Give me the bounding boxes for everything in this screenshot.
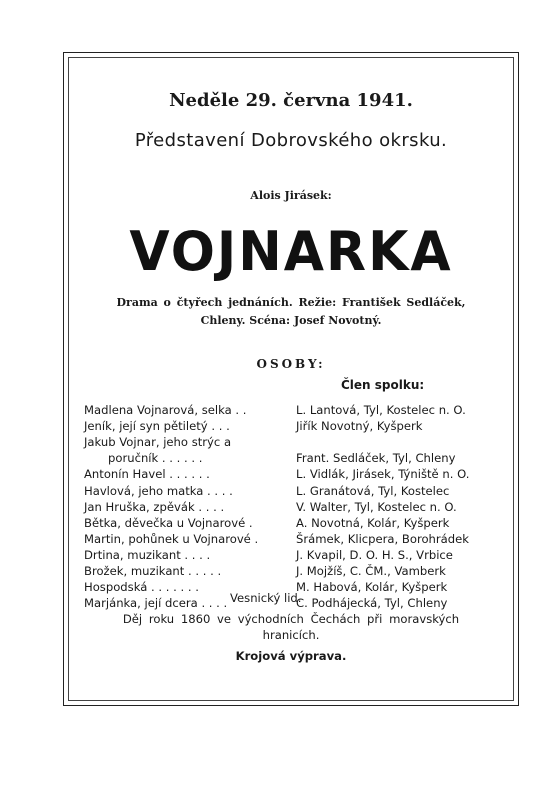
cast-actor: J. Mojžíš, C. ČM., Vamberk bbox=[296, 564, 446, 578]
cast-row bbox=[84, 531, 524, 547]
cast-row bbox=[84, 515, 524, 531]
member-heading: Člen spolku: bbox=[341, 378, 425, 392]
cast-row bbox=[84, 466, 524, 482]
cast-row bbox=[84, 595, 524, 611]
cast-role: poručník . . . . . . bbox=[108, 451, 203, 466]
cast-role: Drtina, muzikant . . . . bbox=[84, 547, 211, 562]
cast-actor: Frant. Sedláček, Tyl, Chleny bbox=[296, 451, 456, 466]
cast-actor: V. Walter, Tyl, Kostelec n. O. bbox=[296, 499, 457, 514]
costume-note: Krojová výprava. bbox=[235, 649, 347, 663]
cast-role: Marjánka, její dcera . . . . bbox=[84, 596, 228, 611]
cast-row bbox=[84, 579, 524, 595]
setting-line2: hranicích. bbox=[262, 628, 320, 642]
cast-actor: L. Lantová, Tyl, Kostelec n. O. bbox=[296, 403, 466, 417]
cast-actor: Šrámek, Klicpera, Borohrádek bbox=[296, 531, 469, 546]
cast-role: Jeník, její syn pětiletý . . . bbox=[84, 419, 230, 434]
cast-heading: OSOBY: bbox=[256, 357, 326, 371]
cast-row bbox=[84, 418, 524, 434]
ensemble-note: Vesnický lid. bbox=[230, 591, 302, 605]
performance-date: Neděle 29. června 1941. bbox=[169, 90, 413, 111]
performance-subtitle: Představení Dobrovského okrsku. bbox=[134, 130, 448, 151]
play-description-line1: Drama o čtyřech jednáních. Režie: František Sedláček, bbox=[116, 296, 466, 309]
cast-role: Jan Hruška, zpěvák . . . . bbox=[84, 499, 225, 514]
cast-role: Bětka, děvečka u Vojnarové . bbox=[84, 515, 253, 530]
cast-row bbox=[84, 563, 524, 579]
cast-actor: Jiřík Novotný, Kyšperk bbox=[296, 419, 423, 434]
cast-actor: L. Vidlák, Jirásek, Týniště n. O. bbox=[296, 467, 470, 482]
setting-line1: Děj roku 1860 ve východních Čechách při moravských bbox=[122, 612, 460, 626]
cast-role: Madlena Vojnarová, selka . . bbox=[84, 403, 247, 417]
play-description-line2: Chleny. Scéna: Josef Novotný. bbox=[200, 314, 382, 327]
cast-row bbox=[84, 499, 524, 515]
cast-actor: A. Novotná, Kolár, Kyšperk bbox=[296, 515, 450, 530]
cast-actor: M. Habová, Kolár, Kyšperk bbox=[296, 580, 448, 595]
cast-row bbox=[84, 402, 524, 418]
cast-actor: C. Podhájecká, Tyl, Chleny bbox=[296, 596, 448, 611]
cast-row bbox=[84, 434, 524, 450]
play-title: VOJNARKA bbox=[129, 220, 453, 284]
cast-row bbox=[84, 547, 524, 563]
cast-row bbox=[84, 483, 524, 499]
cast-actor: J. Kvapil, D. O. H. S., Vrbice bbox=[296, 547, 453, 562]
cast-row bbox=[84, 450, 524, 466]
cast-role: Brožek, muzikant . . . . . bbox=[84, 564, 222, 578]
cast-role: Jakub Vojnar, jeho strýc a bbox=[84, 435, 232, 450]
cast-role: Martin, pohůnek u Vojnarové . bbox=[84, 531, 259, 546]
cast-role: Havlová, jeho matka . . . . bbox=[84, 483, 233, 498]
play-author: Alois Jirásek: bbox=[250, 189, 332, 202]
cast-role: Hospodská . . . . . . . bbox=[84, 580, 199, 595]
cast-actor: L. Granátová, Tyl, Kostelec bbox=[296, 483, 450, 498]
cast-role: Antonín Havel . . . . . . bbox=[84, 467, 210, 482]
